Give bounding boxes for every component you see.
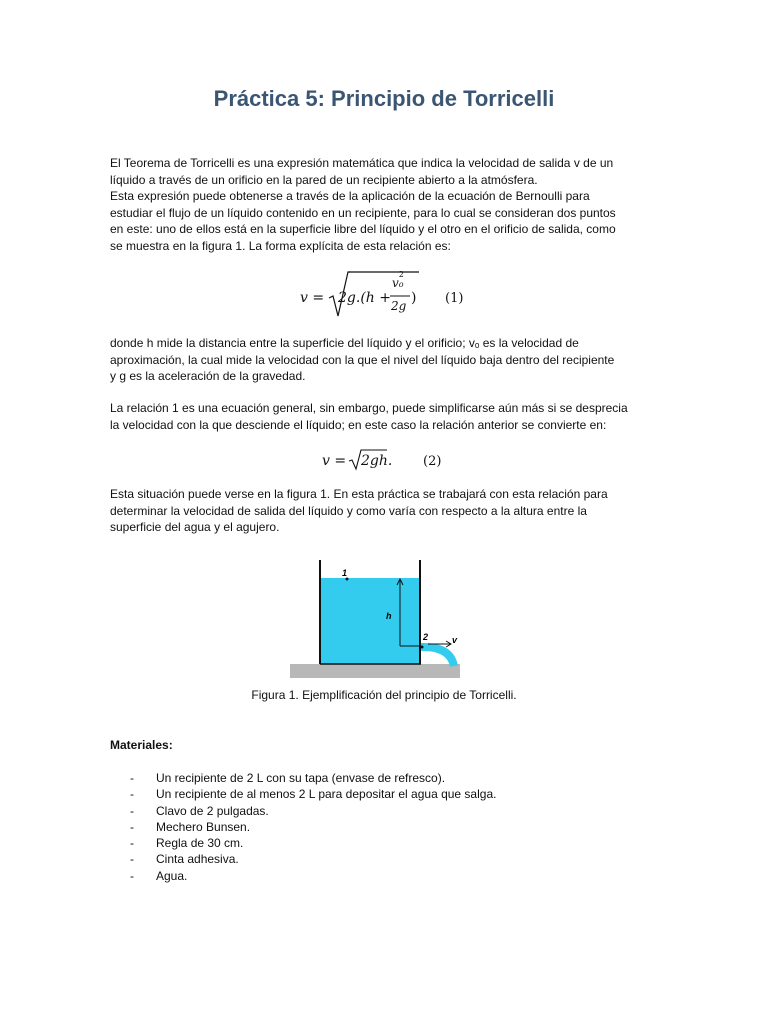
material-label: Un recipiente de 2 L con su tapa (envase de refresco). — [156, 771, 446, 785]
text-line: Esta expresión puede obtenerse a través de la aplicación de la ecuación de Bernoulli para — [110, 189, 590, 203]
water-jet — [421, 647, 454, 666]
fraction-bar — [390, 295, 412, 297]
list-item — [110, 835, 496, 851]
list-item — [110, 819, 496, 835]
text-line: la velocidad con la que desciende el líquido; en este caso la relación anterior se convierte en: — [110, 417, 607, 432]
text-line: Esta situación puede verse en la figura 1. En esta práctica se trabajará con esta relación para — [110, 487, 608, 501]
bullet-dash: - — [130, 771, 134, 785]
radical-bar — [349, 271, 419, 273]
equation-2-lhs: v = — [322, 453, 347, 469]
bullet-dash: - — [130, 836, 134, 851]
bullet-dash: - — [130, 819, 134, 834]
equation-1-close: ) — [411, 290, 417, 306]
materials-heading: Materiales: — [110, 738, 173, 752]
list-item — [110, 868, 496, 884]
page-title: Práctica 5: Principio de Torricelli — [213, 86, 555, 111]
equation-2-body: 2gh. — [361, 453, 393, 469]
label-1: 1 — [342, 568, 348, 578]
label-v: v — [452, 635, 458, 645]
figure-caption: Figura 1. Ejemplificación del principio de Torricelli. — [251, 688, 517, 702]
list-item — [110, 770, 496, 786]
numerator-sup: 2 — [398, 270, 404, 279]
label-h: h — [386, 611, 392, 621]
numerator-v: v — [392, 276, 399, 290]
material-label: Clavo de 2 pulgadas. — [156, 803, 269, 818]
material-label: Cinta adhesiva. — [156, 852, 239, 867]
numerator-sub: o — [398, 280, 404, 289]
list-item — [110, 786, 496, 802]
text-line: líquido a través de un orificio en la pared de un recipiente abierto a la atmósfera. — [110, 172, 538, 187]
ground-base — [290, 664, 460, 678]
bullet-dash: - — [130, 868, 134, 883]
text-line: La relación 1 es una ecuación general, sin embargo, puede simplificarse aún más si se desprecia — [110, 401, 628, 415]
equation-1-lhs: v = — [300, 290, 325, 306]
material-label: Agua. — [156, 868, 188, 883]
material-label: Un recipiente de al menos 2 L para depositar el agua que salga. — [156, 787, 497, 802]
bullet-dash: - — [130, 803, 134, 818]
bullet-dash: - — [130, 787, 134, 802]
equation-1-body: 2g.(h + — [338, 290, 391, 306]
water-body — [321, 578, 419, 664]
equation-2-number: (2) — [423, 454, 442, 469]
situation-paragraph — [110, 486, 658, 536]
text-line: aproximación, la cual mide la velocidad con la que el nivel del líquido baja dentro del recipiente — [110, 352, 615, 367]
text-line: y g es la aceleración de la gravedad. — [110, 369, 306, 383]
point-2-dot — [421, 646, 424, 649]
list-item — [110, 851, 496, 867]
equation-1-numerator — [392, 270, 404, 290]
material-label: Regla de 30 cm. — [156, 836, 244, 851]
radical-bar — [361, 449, 389, 451]
text-line: El Teorema de Torricelli es una expresión matemática que indica la velocidad de salida v de un — [110, 156, 614, 170]
text-line: estudiar el flujo de un líquido contenido en un recipiente, para lo cual se consideran dos puntos — [110, 205, 616, 220]
radical-sign-icon — [348, 449, 362, 471]
bullet-dash: - — [130, 852, 134, 867]
equation-1-number: (1) — [445, 291, 464, 306]
materials-list — [110, 770, 496, 884]
definitions-paragraph — [110, 335, 658, 385]
material-label: Mechero Bunsen. — [156, 819, 251, 834]
equation-1-denominator: 2g — [391, 299, 407, 313]
list-item — [110, 803, 496, 819]
text-line: donde h mide la distancia entre la superficie del líquido y el orificio; vₒ es la velocidad de — [110, 336, 579, 350]
torricelli-figure — [290, 558, 470, 682]
relation-paragraph — [110, 400, 658, 433]
text-line: se muestra en la figura 1. La forma explícita de esta relación es: — [110, 238, 451, 253]
intro-paragraph — [110, 155, 658, 254]
text-line: en este: uno de ellos está en la superficie libre del líquido y el otro en el orificio de salida, como — [110, 222, 616, 236]
text-line: determinar la velocidad de salida del líquido y como varía con respecto a la altura entre la — [110, 503, 587, 518]
text-line: superficie del agua y el agujero. — [110, 520, 280, 534]
label-2: 2 — [423, 632, 429, 642]
